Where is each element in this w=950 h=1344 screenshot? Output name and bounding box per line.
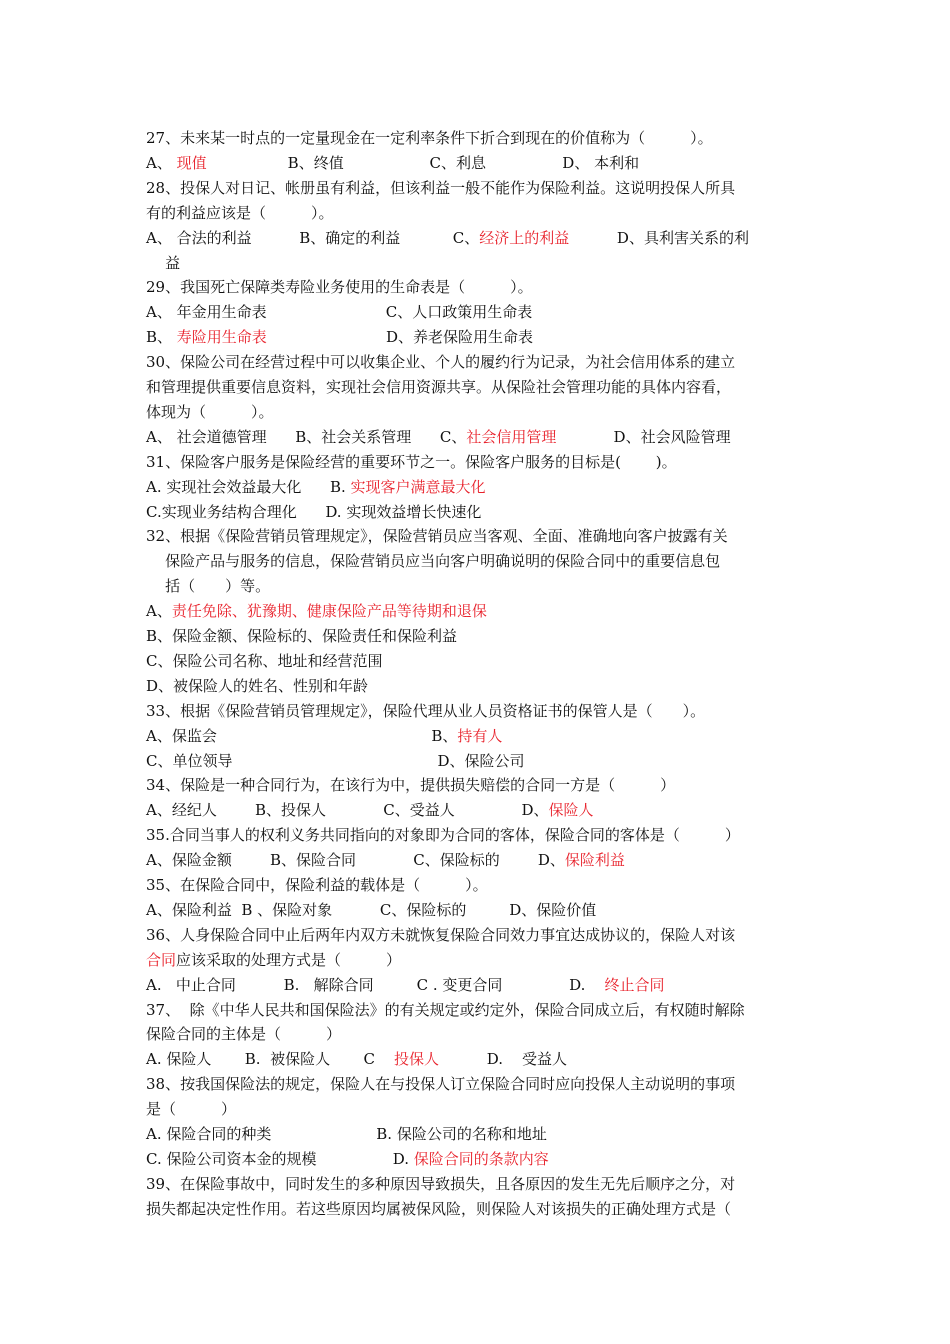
text-segment: 35、在保险合同中，保险利益的载体是（ ）。	[146, 876, 488, 894]
text-line	[146, 875, 488, 895]
answer-highlight: 合同	[146, 950, 177, 969]
text-segment: A、经纪人 B、投保人 C、受益人 D、	[146, 801, 549, 820]
text-segment: 27、未来某一时点的一定量现金在一定利率条件下折合到现在的价值称为（ ）。	[146, 129, 713, 147]
text-segment: 30、保险公司在经营过程中可以收集企业、个人的履约行为记录，为社会信用体系的建立	[146, 353, 736, 372]
text-segment: A. 保险合同的种类 B. 保险公司的名称和地址	[146, 1125, 547, 1143]
text-line	[146, 1149, 549, 1169]
text-line	[146, 327, 533, 347]
text-line	[146, 228, 749, 248]
text-segment: 37、 除《中华人民共和国保险法》的有关规定或约定外，保险合同成立后，有权随时解除	[146, 1000, 745, 1019]
text-segment: 32、根据《保险营销员管理规定》，保险营销员应当客观、全面、准确地向客户披露有关	[146, 527, 728, 546]
answer-highlight: 终止合同	[604, 975, 665, 994]
text-segment: A、 年金用生命表 C、人口政策用生命表	[146, 303, 533, 322]
text-line	[146, 925, 735, 945]
text-segment: C、单位领导 D、保险公司	[146, 751, 525, 770]
text-segment: 是（ ）	[146, 1100, 237, 1119]
text-segment: 34、保险是一种合同行为，在该行为中，提供损失赔偿的合同一方是（ ）	[146, 776, 676, 795]
text-segment: A. 保险人 B. 被保险人 C	[146, 1050, 394, 1069]
text-segment: D、具利害关系的利	[569, 228, 749, 247]
text-line	[146, 427, 731, 447]
text-line	[146, 1099, 236, 1119]
text-segment: 损失都起决定性作用。若这些原因均属被保风险，则保险人对该损失的正确处理方式是（	[146, 1199, 732, 1218]
text-line	[146, 701, 705, 721]
text-line	[146, 203, 334, 223]
answer-highlight: 社会信用管理	[466, 427, 557, 446]
text-segment: C. 保险公司资本金的规模 D.	[146, 1149, 414, 1168]
answer-highlight: 保险合同的条款内容	[413, 1149, 549, 1168]
text-segment: 保险合同的主体是（ ）	[146, 1025, 342, 1044]
text-segment: A、 合法的利益 B、确定的利益 C、	[146, 228, 480, 247]
text-line	[146, 1174, 735, 1194]
answer-highlight: 实现客户满意最大化	[350, 477, 486, 496]
text-segment: 29、我国死亡保障类寿险业务使用的生命表是（ ）。	[146, 278, 533, 297]
text-segment: 益	[146, 253, 181, 272]
text-segment: 保险产品与服务的信息，保险营销员应当向客户明确说明的保险合同中的重要信息包	[146, 552, 721, 571]
text-segment: D、社会风险管理	[556, 427, 731, 446]
text-line	[146, 178, 735, 198]
answer-highlight: 责任免除、犹豫期、健康保险产品等待期和退保	[171, 602, 487, 621]
text-segment: 有的利益应该是（ ）。	[146, 203, 334, 222]
text-line	[146, 950, 401, 970]
text-segment: B、终值 C、利息 D、 本利和	[206, 153, 640, 172]
text-segment: A、保险金额 B、保险合同 C、保险标的 D、	[146, 851, 565, 870]
text-line	[146, 153, 639, 173]
text-segment: 36、人身保险合同中止后两年内双方未就恢复保险合同效力事宜达成协议的，保险人对该	[146, 925, 736, 944]
text-segment: A、	[146, 602, 172, 621]
text-line	[146, 651, 382, 671]
text-line	[146, 452, 677, 472]
answer-highlight: 保险人	[548, 801, 594, 820]
text-segment: C.实现业务结构合理化 D. 实现效益增长快速化	[146, 502, 482, 521]
text-line	[146, 402, 274, 422]
answer-highlight: 持有人	[457, 726, 503, 745]
text-line	[146, 726, 502, 746]
text-line	[146, 352, 735, 372]
answer-highlight: 投保人	[394, 1050, 440, 1069]
text-line	[146, 277, 533, 297]
answer-highlight: 现值	[176, 153, 207, 172]
text-line	[146, 576, 270, 596]
text-line	[146, 1000, 745, 1020]
text-line	[146, 825, 740, 845]
text-line	[146, 526, 728, 546]
text-segment: B、保险金额、保险标的、保险责任和保险利益	[146, 627, 458, 645]
text-line	[146, 900, 596, 920]
text-line	[146, 377, 731, 397]
text-line	[146, 502, 481, 522]
answer-highlight: 保险利益	[564, 851, 625, 870]
text-line	[146, 1124, 547, 1144]
text-segment: 体现为（ ）。	[146, 402, 274, 421]
text-line	[146, 1074, 735, 1094]
text-line	[146, 253, 180, 273]
text-line	[146, 601, 487, 621]
text-segment: 35.合同当事人的权利义务共同指向的对象即为合同的客体，保险合同的客体是（ ）	[146, 826, 740, 845]
text-line	[146, 850, 625, 870]
text-segment: A、	[146, 153, 177, 172]
text-segment: A、保险利益 B 、保险对象 C、保险标的 D、保险价值	[146, 900, 597, 919]
text-segment: 38、按我国保险法的规定，保险人在与投保人订立保险合同时应向投保人主动说明的事项	[146, 1075, 736, 1094]
text-segment: D、被保险人的姓名、性别和年龄	[146, 676, 369, 695]
text-segment: 28、投保人对日记、帐册虽有利益，但该利益一般不能作为保险利益。这说明投保人所具	[146, 178, 736, 197]
text-segment: A、 社会道德管理 B、社会关系管理 C、	[146, 427, 467, 446]
text-line	[146, 128, 713, 148]
text-segment: 括（ ）等。	[146, 577, 271, 596]
text-segment: D、养老保险用生命表	[266, 328, 534, 347]
text-segment: 应该采取的处理方式是（ ）	[176, 950, 402, 969]
text-line	[146, 1199, 731, 1219]
answer-highlight: 经济上的利益	[479, 228, 570, 247]
answer-highlight: 寿险用生命表	[176, 328, 267, 347]
text-line	[146, 626, 457, 646]
text-line	[146, 800, 594, 820]
text-segment: A、保监会 B、	[146, 726, 458, 745]
text-line	[146, 477, 486, 497]
text-line	[146, 676, 368, 696]
text-segment: A. 中止合同 B. 解除合同 C . 变更合同 D.	[146, 975, 605, 994]
text-line	[146, 775, 675, 795]
text-segment: C、保险公司名称、地址和经营范围	[146, 651, 383, 670]
text-line	[146, 751, 525, 771]
text-line	[146, 1024, 341, 1044]
text-line	[146, 302, 532, 322]
text-line	[146, 551, 720, 571]
text-segment: A. 实现社会效益最大化 B.	[146, 477, 351, 496]
text-segment: 39、在保险事故中，同时发生的多种原因导致损失，且各原因的发生无先后顺序之分，对	[146, 1174, 736, 1193]
text-segment: 31、保险客户服务是保险经营的重要环节之一。保险客户服务的目标是( )。	[146, 452, 677, 471]
text-line	[146, 1049, 567, 1069]
text-segment: B、	[146, 328, 177, 347]
text-line	[146, 975, 664, 995]
text-segment: D. 受益人	[439, 1050, 568, 1069]
text-segment: 33、根据《保险营销员管理规定》，保险代理从业人员资格证书的保管人是（ ）。	[146, 701, 706, 720]
text-segment: 和管理提供重要信息资料，实现社会信用资源共享。从保险社会管理功能的具体内容看，	[146, 378, 732, 396]
